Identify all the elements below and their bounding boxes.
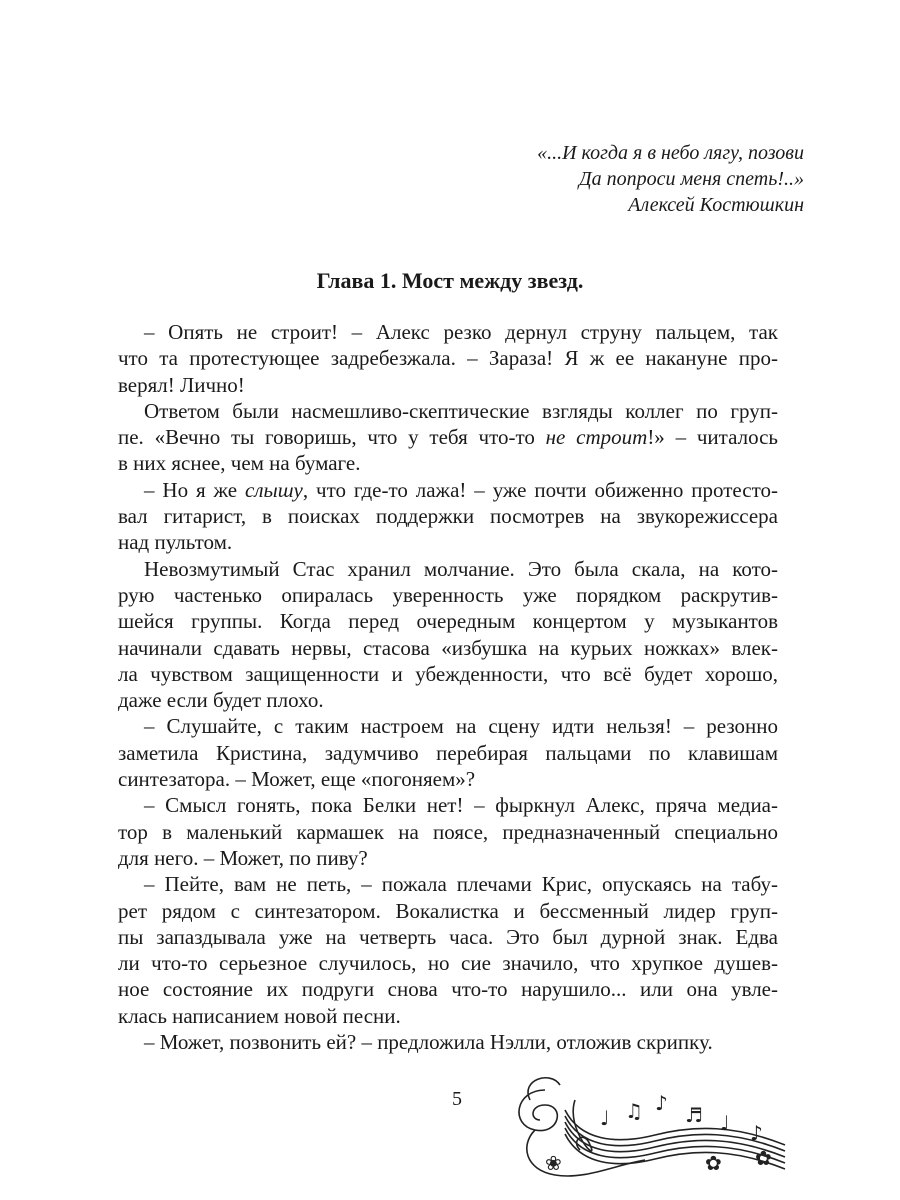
- text-line: [118, 477, 778, 503]
- text-segment: !» – читалось: [647, 425, 778, 450]
- text-line: [118, 976, 778, 1002]
- text-segment: ли что-то серьезное случилось, но сие значило, что хрупкое душев-: [118, 951, 778, 976]
- text-segment: заметила Кристина, задумчиво перебирая пальцами по клавишам: [118, 740, 778, 765]
- text-segment: над пультом.: [118, 530, 233, 555]
- text-segment: ла чувством защищенности и убежденности, что всё будет хорошо,: [118, 661, 778, 686]
- text-line: [118, 608, 778, 634]
- text-line: [118, 898, 778, 924]
- text-line: [118, 871, 778, 897]
- text-segment: что та протестующее задребезжала. – Зараза! Я ж ее накануне про-: [118, 346, 778, 371]
- text-segment: – Смысл гонять, пока Белки нет! – фыркнул Алекс, пряча медиа-: [144, 793, 778, 818]
- text-segment: тор в маленький кармашек на поясе, предназначенный специально: [118, 819, 778, 844]
- text-line: [118, 556, 778, 582]
- text-line: [118, 635, 778, 661]
- text-segment: – Слушайте, с таким настроем на сцену идти нельзя! – резонно: [144, 714, 778, 739]
- svg-text:❀: ❀: [545, 1151, 562, 1175]
- italic-text: слышу: [245, 477, 303, 502]
- body-text: [118, 319, 778, 1055]
- chapter-title: Глава 1. Мост между звезд.: [316, 268, 584, 293]
- text-segment: ное состояние их подруги снова что-то нарушило... или она увле-: [118, 977, 778, 1002]
- text-segment: рую частенько опиралась уверенность уже порядком раскрутив-: [118, 582, 778, 607]
- svg-text:✿: ✿: [755, 1146, 772, 1170]
- text-line: [118, 740, 778, 766]
- text-line: [118, 950, 778, 976]
- text-line: [118, 372, 778, 398]
- music-notes-ornament-icon: [505, 1070, 795, 1185]
- svg-text:♪: ♪: [750, 1121, 763, 1145]
- epigraph-line: «...И когда я в небо лягу, позови: [537, 142, 804, 164]
- text-line: [118, 450, 778, 476]
- text-segment: Невозмутимый Стас хранил молчание. Это была скала, на кото-: [144, 556, 778, 581]
- text-segment: в них яснее, чем на бумаге.: [118, 451, 361, 476]
- text-segment: – Может, позвонить ей? – предложила Нэлли, отложив скрипку.: [144, 1030, 713, 1055]
- svg-text:♫: ♫: [625, 1099, 643, 1123]
- text-line: [118, 398, 778, 424]
- text-segment: пе. «Вечно ты говоришь, что у тебя что-то: [118, 425, 546, 450]
- text-segment: – Пейте, вам не петь, – пожала плечами Крис, опускаясь на табу-: [144, 872, 778, 897]
- svg-text:♪: ♪: [655, 1091, 668, 1115]
- text-line: [118, 661, 778, 687]
- svg-text:✿: ✿: [705, 1151, 722, 1175]
- text-line: [118, 924, 778, 950]
- epigraph: [537, 140, 804, 218]
- text-line: [118, 1029, 778, 1055]
- svg-text:♬: ♬: [685, 1103, 703, 1127]
- text-line: [118, 319, 778, 345]
- text-segment: верял! Лично!: [118, 372, 245, 397]
- text-line: [118, 503, 778, 529]
- text-segment: – Опять не строит! – Алекс резко дернул струну пальцем, так: [144, 320, 778, 344]
- text-line: [118, 792, 778, 818]
- italic-text: не строит: [545, 425, 648, 450]
- page-number: 5: [452, 1088, 462, 1110]
- text-segment: клась написанием новой песни.: [118, 1003, 401, 1028]
- text-segment: начинали сдавать нервы, стасова «избушка на курьих ножках» влек-: [118, 635, 778, 660]
- text-segment: шейся группы. Когда перед очередным концертом у музыкантов: [118, 609, 778, 634]
- text-segment: для него. – Может, по пиву?: [118, 845, 368, 870]
- text-line: [118, 345, 778, 371]
- text-line: [118, 845, 778, 871]
- text-segment: синтезатора. – Может, еще «погоняем»?: [118, 767, 476, 792]
- text-line: [118, 582, 778, 608]
- text-line: [118, 766, 778, 792]
- text-segment: – Но я же: [144, 477, 245, 502]
- text-segment: даже если будет плохо.: [118, 688, 324, 713]
- text-segment: , что где-то лажа! – уже почти обиженно протесто-: [302, 477, 778, 502]
- epigraph-author: Алексей Костюшкин: [628, 194, 804, 216]
- text-line: [118, 1003, 778, 1029]
- text-segment: вал гитарист, в поисках поддержки посмотрев на звукорежиссера: [118, 504, 778, 529]
- epigraph-line: Да попроси меня спеть!..»: [578, 168, 804, 190]
- text-line: [118, 713, 778, 739]
- text-segment: рет рядом с синтезатором. Вокалистка и бессменный лидер груп-: [118, 898, 778, 923]
- text-segment: Ответом были насмешливо-скептические взгляды коллег по груп-: [144, 398, 778, 423]
- text-line: [118, 424, 778, 450]
- text-segment: пы запаздывала уже на четверть часа. Это был дурной знак. Едва: [118, 924, 778, 949]
- text-line: [118, 687, 778, 713]
- svg-text:♩: ♩: [720, 1111, 730, 1135]
- text-line: [118, 529, 778, 555]
- svg-text:♩: ♩: [600, 1106, 610, 1130]
- text-line: [118, 819, 778, 845]
